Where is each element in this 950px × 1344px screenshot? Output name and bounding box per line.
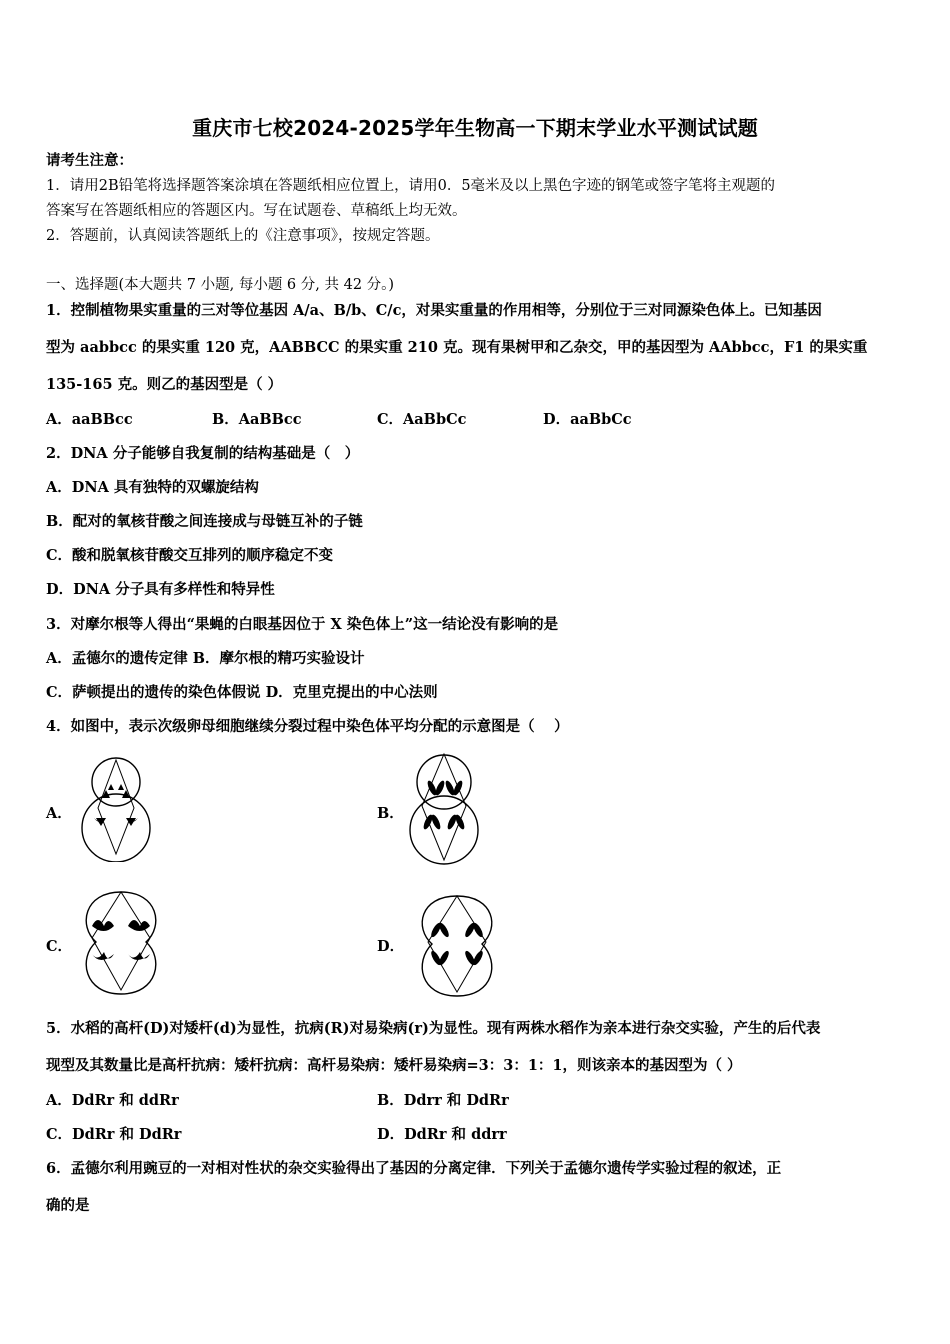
q4-label-b[interactable]: B． (377, 805, 404, 822)
q1-option-a[interactable]: A．aaBBcc (46, 411, 133, 428)
q5-line-1: 5．水稻的高杆(D)对矮杆(d)为显性，抗病(R)对易染病(r)为显性。现有两株水稻作为亲本进行杂交实验，产生的后代表 (46, 1020, 821, 1037)
notice-line-2: 2．答题前，认真阅读答题纸上的《注意事项》，按规定答题。 (46, 228, 440, 244)
cell-diagram-c-icon[interactable] (78, 886, 164, 1000)
q2-option-a[interactable]: A．DNA 具有独特的双螺旋结构 (46, 479, 259, 496)
section-heading: 一、选择题(本大题共 7 小题, 每小题 6 分, 共 42 分。) (46, 277, 395, 293)
q5-option-a[interactable]: A．DdRr 和 ddRr (46, 1092, 179, 1109)
q3-options-line-1[interactable]: A．孟德尔的遗传定律 B．摩尔根的精巧实验设计 (46, 650, 365, 667)
notice-heading: 请考生注意： (46, 152, 133, 169)
cell-diagram-b-icon[interactable] (402, 748, 486, 866)
q2-option-b[interactable]: B．配对的氧核苷酸之间连接成与母链互补的子链 (46, 513, 363, 530)
q5-option-d[interactable]: D．DdRr 和 ddrr (377, 1126, 507, 1143)
q2-option-c[interactable]: C．酸和脱氧核苷酸交互排列的顺序稳定不变 (46, 547, 334, 564)
q2-option-d[interactable]: D．DNA 分子具有多样性和特异性 (46, 581, 275, 598)
q5-option-c[interactable]: C．DdRr 和 DdRr (46, 1126, 182, 1143)
q4-label-a[interactable]: A． (46, 805, 72, 822)
q4-label-d[interactable]: D． (377, 938, 405, 955)
cell-diagram-d-icon[interactable] (414, 892, 500, 1000)
q5-line-2: 现型及其数量比是高杆抗病：矮杆抗病：高杆易染病：矮杆易染病=3：3：1：1，则该亲本的基因型为（ ） (46, 1057, 742, 1074)
q6-line-2: 确的是 (46, 1197, 90, 1214)
cell-diagram-a-icon[interactable] (72, 754, 160, 862)
q3-options-line-2[interactable]: C．萨顿提出的遗传的染色体假说 D．克里克提出的中心法则 (46, 684, 438, 701)
q1-option-d[interactable]: D．aaBbCc (543, 411, 632, 428)
q4-stem: 4．如图中，表示次级卵母细胞继续分裂过程中染色体平均分配的示意图是（ ） (46, 718, 569, 735)
q1-option-c[interactable]: C．AaBbCc (377, 411, 467, 428)
q1-line-1: 1．控制植物果实重量的三对等位基因 A/a、B/b、C/c，对果实重量的作用相等，分别位于三对同源染色体上。已知基因 (46, 302, 822, 319)
q4-label-c[interactable]: C． (46, 938, 73, 955)
notice-line-1b: 答案写在答题纸相应的答题区内。写在试题卷、草稿纸上均无效。 (46, 203, 467, 219)
notice-line-1a: 1．请用2B铅笔将选择题答案涂填在答题纸相应位置上，请用0．5毫米及以上黑色字迹的钢笔或签字笔将主观题的 (46, 178, 776, 194)
q6-line-1: 6．孟德尔利用豌豆的一对相对性状的杂交实验得出了基因的分离定律．下列关于孟德尔遗传学实验过程的叙述，正 (46, 1160, 782, 1177)
q1-line-2: 型为 aabbcc 的果实重 120 克，AABBCC 的果实重 210 克。现有果树甲和乙杂交，甲的基因型为 AAbbcc，F1 的果实重 (46, 339, 868, 356)
page-title: 重庆市七校2024-2025学年生物高一下期末学业水平测试试题 (192, 116, 758, 140)
q2-stem: 2．DNA 分子能够自我复制的结构基础是（ ） (46, 445, 360, 462)
q1-option-b[interactable]: B．AaBBcc (212, 411, 302, 428)
q5-option-b[interactable]: B．Ddrr 和 DdRr (377, 1092, 509, 1109)
q1-line-3: 135-165 克。则乙的基因型是（ ） (46, 376, 283, 393)
q3-stem: 3．对摩尔根等人得出“果蝇的白眼基因位于 X 染色体上”这一结论没有影响的是 (46, 616, 559, 633)
